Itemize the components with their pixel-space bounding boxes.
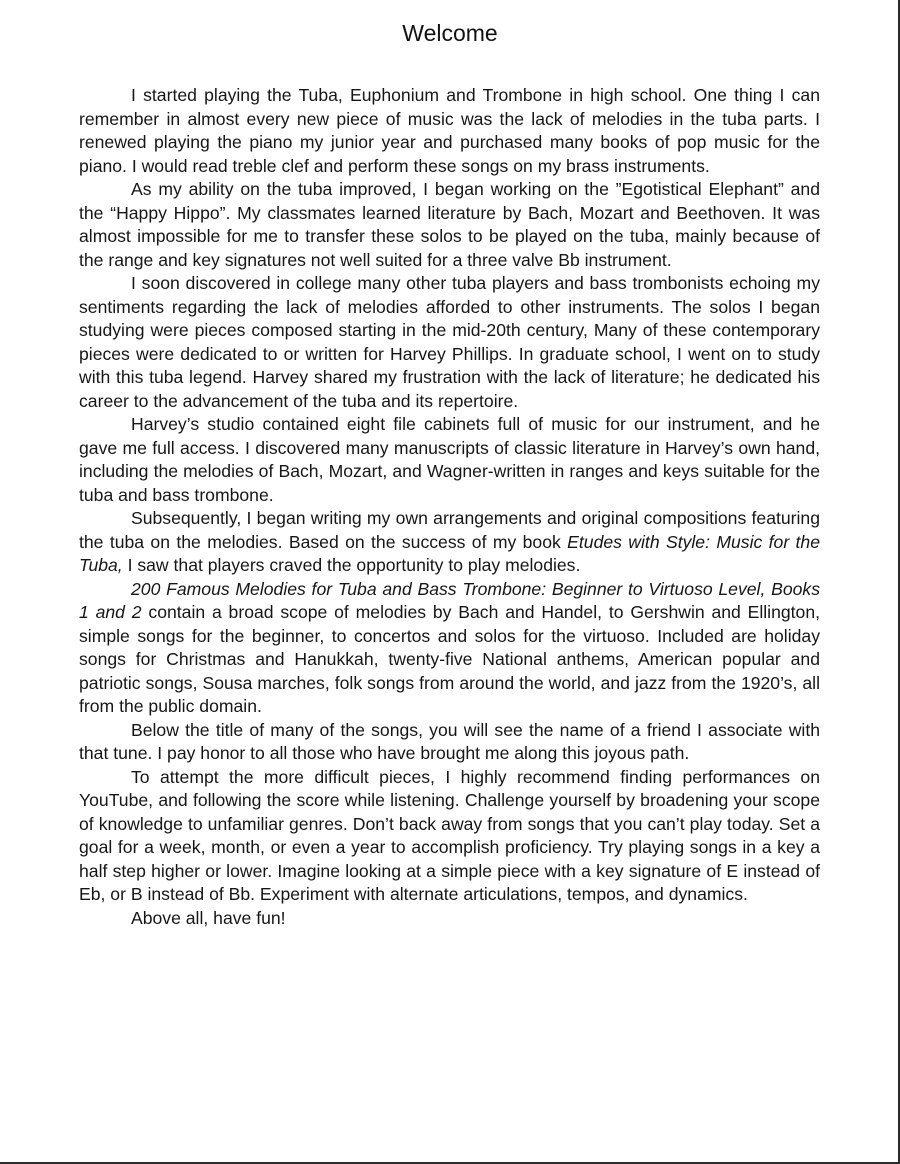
paragraph-subsequently [79,507,820,578]
paragraph-intro: I started playing the Tuba, Euphonium and Trombone in high school. One thing I can remember in almost every new piece of music was the lack of melodies in the tuba parts. I renewed playing the piano my junior year and purchased many books of pop music for the piano. I would read treble clef and perform these songs on my brass instruments. [79,85,820,176]
paragraph-famous-melodies [79,578,820,719]
paragraph-have-fun: Above all, have fun! [131,907,286,928]
paragraph-famous-melodies-text: contain a broad scope of melodies by Bach and Handel, to Gershwin and Ellington, simple songs for the beginner, to concertos and solos for the virtuoso. Included are holiday songs for Christmas and Hanukkah, twenty-five National anthems, American popular and patriotic songs, Sousa marches, folk songs from around the world, and jazz from the 1920’s, all from the public domain. [79,602,821,716]
paragraph-college: I soon discovered in college many other tuba players and bass trombonists echoing my sentiments regarding the lack of melodies afforded to other instruments. The solos I began studying were pieces composed starting in the mid-20th century, Many of these contemporary pieces were dedicated to or written for Harvey Phillips. In graduate school, I went on to study with this tuba legend. Harvey shared my frustration with the lack of literature; he dedicated his career to the advancement of the tuba and its repertoire. [79,273,820,411]
paragraph-difficult-pieces: To attempt the more difficult pieces, I highly recommend finding performances on YouTube, and following the score while listening. Challenge yourself by broadening your scope of knowledge to unfamiliar genres. Don’t back away from songs that you can’t play today. Set a goal for a week, month, or even a year to accomplish proficiency. Try playing songs in a key a half step higher or lower. Imagine looking at a simple piece with a key signature of E instead of Eb, or B instead of Bb. Experiment with alternate articulations, tempos, and dynamics. [79,766,820,904]
page-title: Welcome [402,20,498,46]
paragraph-subsequently-text-after: I saw that players craved the opportunity to play melodies. [122,555,581,575]
paragraph-harvey-studio: Harvey’s studio contained eight file cabinets full of music for our instrument, and he gave me full access. I discovered many manuscripts of classic literature in Harvey’s own hand, including the melodies of Bach, Mozart, and Wagner-written in ranges and keys suitable for the tuba and bass trombone. [79,414,820,505]
book-title-etudes: Etudes with Style: Music for the Tuba, [79,531,820,575]
paragraph-friends: Below the title of many of the songs, you will see the name of a friend I associate with that tune. I pay honor to all those who have brought me along this joyous path. [79,719,820,763]
body-text [79,84,820,930]
paragraph-tuba-improved: As my ability on the tuba improved, I began working on the ”Egotistical Elephant” and the “Happy Hippo”. My classmates learned literature by Bach, Mozart and Beethoven. It was almost impossible for me to transfer these solos to be played on the tuba, mainly because of the range and key signatures not well suited for a three valve Bb instrument. [79,179,820,270]
book-title-famous-melodies: 200 Famous Melodies for Tuba and Bass Trombone: Beginner to Virtuoso Level, Books 1 and 2 [79,578,820,622]
paragraph-subsequently-text-before: Subsequently, I began writing my own arrangements and original compositions featuring the tuba on the melodies. Based on the success of my book [79,508,820,552]
